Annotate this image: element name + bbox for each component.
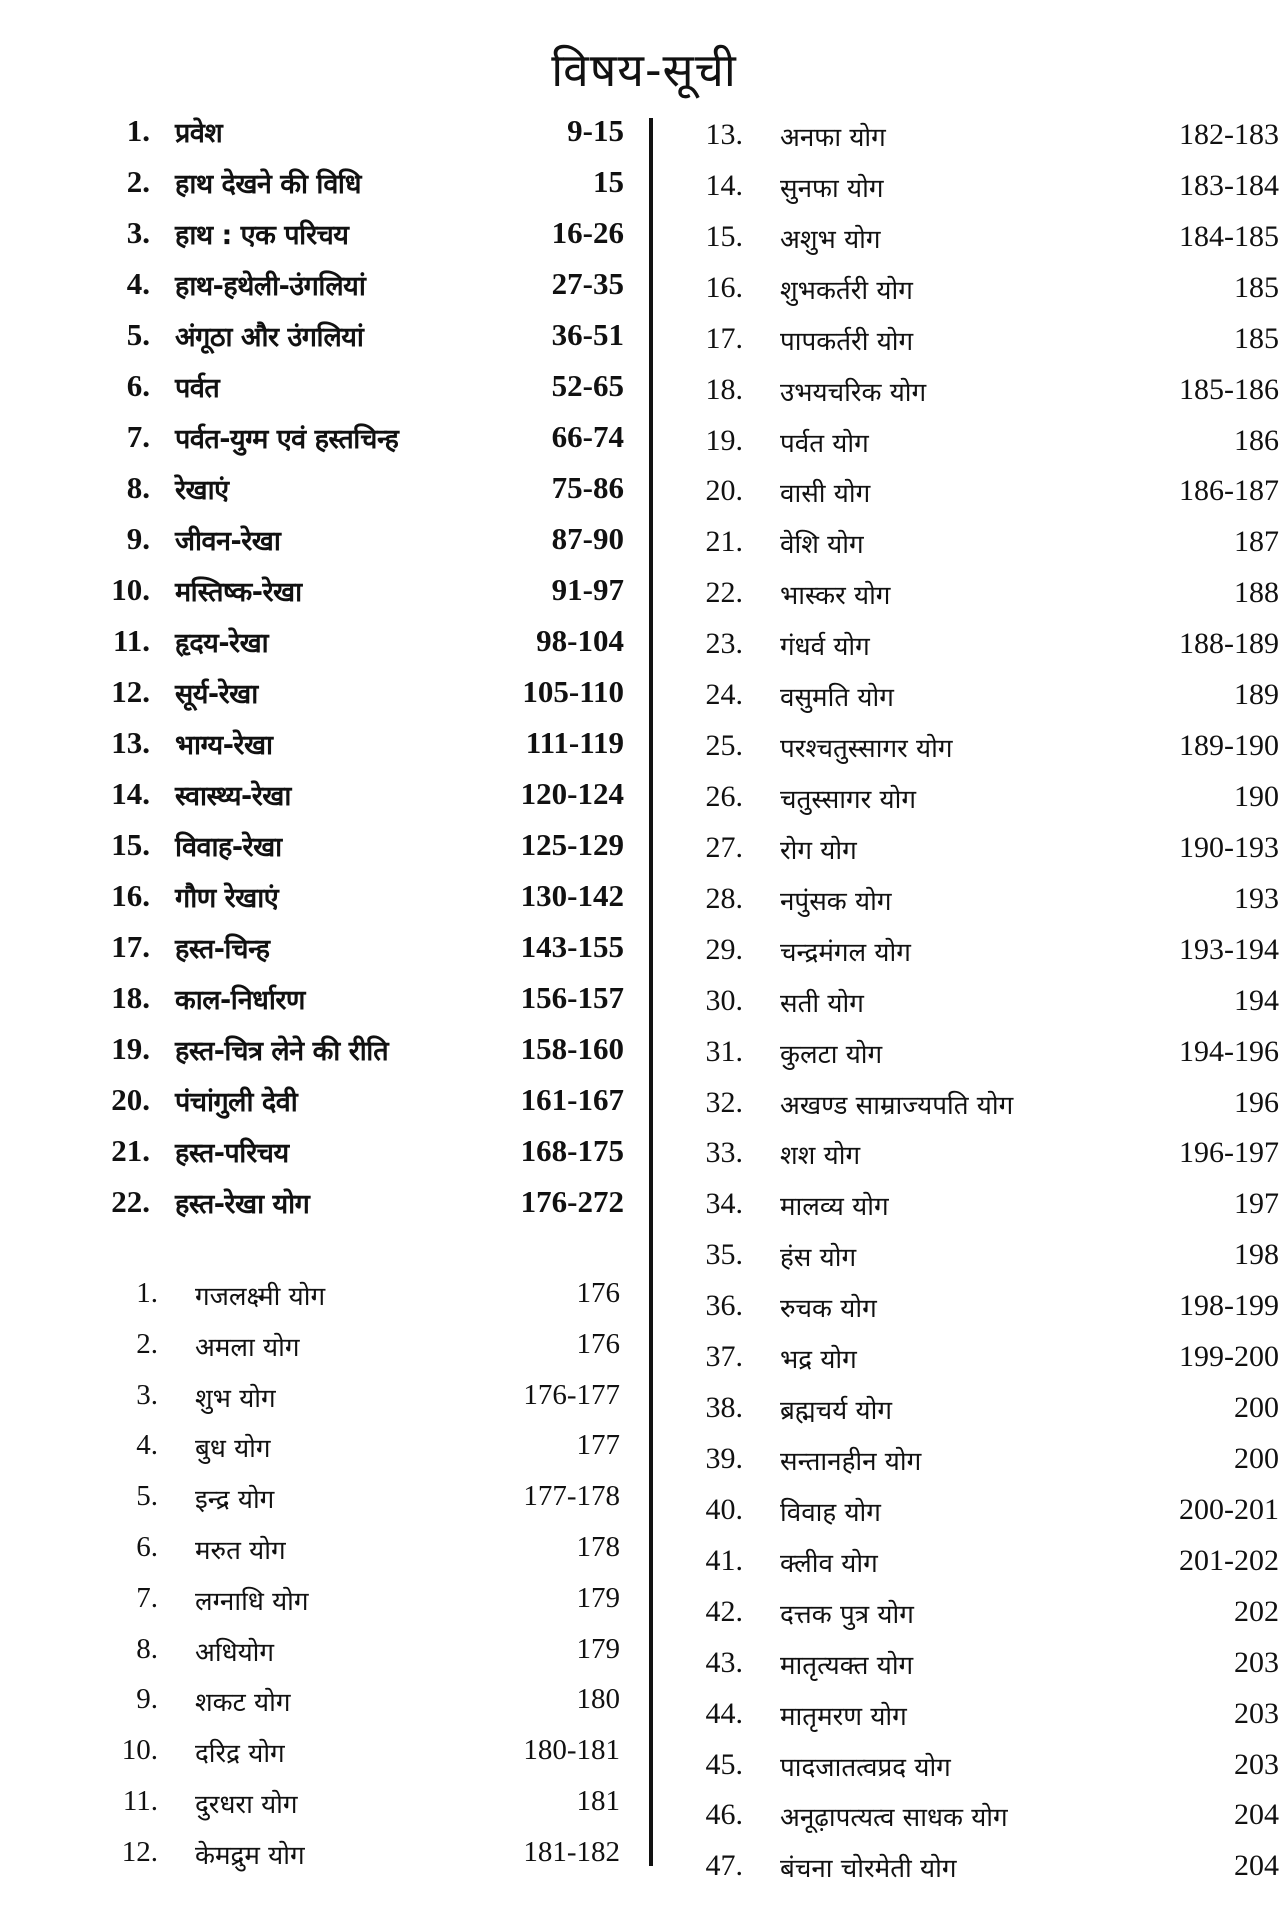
entry-number: 4.	[126, 266, 150, 301]
entry-pages: 143-155	[520, 929, 624, 964]
entry-pages: 188	[1234, 576, 1279, 610]
toc-entry	[655, 729, 1288, 780]
entry-number: 10.	[111, 572, 150, 607]
entry-title: मातृमरण योग	[780, 1701, 907, 1732]
toc-entry	[0, 1379, 640, 1430]
toc-entry	[0, 1082, 640, 1133]
toc-entry	[0, 1582, 640, 1633]
entry-title: दुरधरा योग	[195, 1789, 298, 1820]
entry-number: 39.	[705, 1441, 743, 1475]
entry-number: 18.	[111, 980, 150, 1015]
toc-entry	[655, 1086, 1288, 1137]
entry-title: बंचना चोरमेती योग	[780, 1854, 957, 1885]
entry-number: 11.	[122, 1784, 158, 1817]
entry-pages: 176	[576, 1277, 620, 1309]
entry-number: 11.	[112, 623, 150, 658]
toc-entry	[0, 623, 640, 674]
entry-title: भद्र योग	[780, 1345, 857, 1376]
toc-entry	[655, 1035, 1288, 1086]
toc-entry	[0, 1429, 640, 1480]
entry-pages: 199-200	[1179, 1340, 1279, 1374]
entry-title: सती योग	[780, 988, 864, 1019]
toc-entry	[0, 1031, 640, 1082]
entry-pages: 190-193	[1179, 830, 1279, 864]
entry-number: 8.	[136, 1632, 158, 1665]
entry-number: 20.	[111, 1082, 150, 1117]
toc-entry	[0, 266, 640, 317]
entry-number: 29.	[705, 932, 743, 966]
toc-entry	[0, 878, 640, 929]
toc-entry	[655, 1442, 1288, 1493]
entry-title: मालव्य योग	[780, 1192, 889, 1223]
toc-entry	[0, 827, 640, 878]
entry-title: चतुस्सागर योग	[780, 784, 917, 815]
entry-title: गौण रेखाएं	[175, 883, 279, 914]
entry-number: 40.	[705, 1492, 743, 1526]
entry-pages: 194-196	[1179, 1034, 1279, 1068]
toc-entry	[0, 1328, 640, 1379]
entry-title: भाग्य-रेखा	[175, 730, 273, 761]
entry-number: 4.	[136, 1429, 158, 1462]
entry-pages: 187	[1234, 525, 1279, 559]
entry-title: हाथ-हथेली-उंगलियां	[175, 271, 366, 302]
entry-title: पापकर्तरी योग	[780, 326, 914, 357]
entry-number: 6.	[126, 368, 150, 403]
entry-title: ब्रह्मचर्य योग	[780, 1396, 892, 1427]
entry-pages: 181	[576, 1784, 620, 1817]
entry-title: पर्वत योग	[780, 428, 869, 459]
toc-entry	[655, 831, 1288, 882]
entry-number: 21.	[111, 1133, 150, 1168]
entry-title: रुचक योग	[780, 1294, 877, 1325]
toc-entry	[655, 322, 1288, 373]
entry-number: 22.	[705, 576, 743, 610]
entry-pages: 198-199	[1179, 1289, 1279, 1323]
entry-pages: 158-160	[520, 1031, 624, 1066]
entry-number: 14.	[705, 168, 743, 202]
entry-pages: 16-26	[551, 215, 624, 250]
entry-number: 10.	[121, 1734, 158, 1767]
entry-number: 46.	[705, 1798, 743, 1832]
entry-title: हस्त-परिचय	[175, 1138, 289, 1169]
entry-title: रेखाएं	[175, 475, 229, 506]
entry-number: 1.	[126, 113, 150, 148]
toc-entry	[0, 164, 640, 215]
entry-number: 17.	[705, 321, 743, 355]
entry-title: भास्कर योग	[780, 581, 891, 612]
toc-entry	[655, 1136, 1288, 1187]
entry-number: 30.	[705, 983, 743, 1017]
toc-entry	[0, 215, 640, 266]
toc-entry	[0, 419, 640, 470]
toc-entry	[655, 1697, 1288, 1748]
entry-number: 47.	[705, 1849, 743, 1883]
toc-entry	[655, 1798, 1288, 1849]
entry-number: 15.	[705, 219, 743, 253]
toc-entry	[0, 317, 640, 368]
entry-title: चन्द्रमंगल योग	[780, 937, 911, 968]
entry-number: 2.	[126, 164, 150, 199]
entry-number: 17.	[111, 929, 150, 964]
entry-pages: 193	[1234, 881, 1279, 915]
toc-entry	[655, 424, 1288, 475]
entry-title: उभयचरिक योग	[780, 377, 927, 408]
entry-number: 19.	[111, 1031, 150, 1066]
entry-pages: 91-97	[551, 572, 624, 607]
entry-pages: 185	[1234, 270, 1279, 304]
entry-pages: 177-178	[523, 1480, 620, 1513]
toc-entry	[0, 674, 640, 725]
toc-entry	[0, 1785, 640, 1836]
entry-title: पर्वत	[175, 373, 220, 404]
toc-entry	[655, 1544, 1288, 1595]
entry-pages: 176	[576, 1327, 620, 1360]
entry-pages: 15	[593, 164, 624, 199]
toc-entry	[655, 373, 1288, 424]
entry-pages: 180	[576, 1683, 620, 1716]
entry-number: 13.	[705, 118, 743, 151]
entry-pages: 203	[1234, 1645, 1279, 1679]
entry-pages: 66-74	[551, 419, 624, 454]
entry-title: पंचांगुली देवी	[175, 1087, 298, 1118]
entry-title: काल-निर्धारण	[175, 985, 305, 1016]
toc-entry	[655, 1238, 1288, 1289]
entry-pages: 168-175	[520, 1133, 624, 1168]
entry-pages: 27-35	[551, 266, 624, 301]
toc-entry	[0, 1734, 640, 1785]
entry-title: अनफा योग	[780, 123, 886, 153]
toc-entry	[0, 776, 640, 827]
toc-entry	[655, 271, 1288, 322]
entry-pages: 201-202	[1179, 1543, 1279, 1577]
entry-title: हस्त-चित्र लेने की रीति	[175, 1036, 389, 1067]
entry-title: गंधर्व योग	[780, 632, 870, 663]
toc-entry	[0, 1133, 640, 1184]
page-title: विषय-सूची	[551, 43, 737, 97]
entry-title: दरिद्र योग	[195, 1739, 285, 1770]
entry-title: हाथ : एक परिचय	[175, 220, 349, 251]
entry-pages: 120-124	[520, 776, 624, 811]
entry-number: 5.	[126, 317, 150, 352]
toc-entry	[0, 1531, 640, 1582]
toc-entry	[655, 1748, 1288, 1799]
entry-title: हस्त-चिन्ह	[175, 934, 270, 965]
entry-pages: 176-272	[520, 1184, 624, 1219]
toc-entry	[655, 1340, 1288, 1391]
entry-number: 22.	[111, 1184, 150, 1219]
entry-pages: 186	[1234, 423, 1279, 457]
entry-title: अखण्ड साम्राज्यपति योग	[780, 1090, 1014, 1121]
entry-pages: 182-183	[1179, 118, 1279, 151]
toc-entry	[655, 984, 1288, 1035]
toc-entry	[0, 572, 640, 623]
entry-number: 27.	[705, 830, 743, 864]
entry-number: 3.	[136, 1378, 158, 1411]
toc-entry	[0, 368, 640, 419]
toc-entry	[655, 780, 1288, 831]
entry-title: पर्वत-युग्म एवं हस्तचिन्ह	[175, 424, 399, 455]
toc-entry	[655, 525, 1288, 576]
entry-number: 36.	[705, 1289, 743, 1323]
entry-number: 25.	[705, 729, 743, 763]
entry-title: हृदय-रेखा	[175, 628, 269, 659]
toc-entry	[0, 1633, 640, 1684]
entry-title: शश योग	[780, 1141, 861, 1172]
entry-pages: 98-104	[536, 623, 624, 658]
toc-entry	[655, 118, 1288, 169]
toc-entry	[0, 1683, 640, 1734]
entry-pages: 193-194	[1179, 932, 1279, 966]
entry-title: मस्तिष्क-रेखा	[175, 577, 302, 608]
entry-pages: 181-182	[523, 1835, 620, 1868]
entry-title: दत्तक पुत्र योग	[780, 1599, 914, 1630]
entry-title: केमद्रुम योग	[195, 1840, 305, 1871]
entry-title: पादजातत्वप्रद योग	[780, 1752, 951, 1783]
toc-entry	[655, 1391, 1288, 1442]
entry-pages: 188-189	[1179, 627, 1279, 661]
entry-pages: 184-185	[1179, 219, 1279, 253]
entry-title: कुलटा योग	[780, 1039, 883, 1070]
entry-title: अशुभ योग	[780, 224, 881, 255]
entry-title: शकट योग	[195, 1688, 291, 1719]
entry-number: 16.	[111, 878, 150, 913]
entry-pages: 161-167	[520, 1082, 624, 1117]
toc-entry	[0, 1836, 640, 1887]
toc-entry	[655, 1595, 1288, 1646]
entry-pages: 189-190	[1179, 729, 1279, 763]
entry-number: 14.	[111, 776, 150, 811]
entry-number: 34.	[705, 1187, 743, 1221]
entry-title: शुभकर्तरी योग	[780, 275, 913, 306]
toc-entry	[655, 1849, 1288, 1900]
entry-pages: 203	[1234, 1696, 1279, 1730]
entry-pages: 52-65	[551, 368, 624, 403]
entry-pages: 75-86	[551, 470, 624, 505]
toc-entry	[0, 725, 640, 776]
entry-pages: 179	[576, 1581, 620, 1614]
toc-entry	[655, 1187, 1288, 1238]
entry-number: 20.	[705, 474, 743, 508]
entry-title: वासी योग	[780, 479, 871, 510]
entry-title: मरुत योग	[195, 1535, 286, 1566]
toc-entry	[0, 1277, 640, 1328]
entry-number: 7.	[136, 1581, 158, 1614]
entry-title: परश्चतुस्सागर योग	[780, 734, 953, 765]
entry-title: अंगूठा और उंगलियां	[175, 322, 364, 353]
entry-title: शुभ योग	[195, 1383, 276, 1414]
toc-entry	[0, 1184, 640, 1235]
entry-pages: 190	[1234, 779, 1279, 813]
entry-title: अमला योग	[195, 1332, 300, 1363]
toc-entry	[0, 521, 640, 572]
entry-title: सन्तानहीन योग	[780, 1446, 922, 1477]
entry-number: 24.	[705, 678, 743, 712]
entry-pages: 189	[1234, 678, 1279, 712]
column-divider	[649, 118, 653, 1866]
entry-title: वेशि योग	[780, 530, 864, 561]
entry-title: मातृत्यक्त योग	[780, 1650, 914, 1681]
entry-number: 38.	[705, 1391, 743, 1425]
entry-pages: 200	[1234, 1441, 1279, 1475]
entry-pages: 198	[1234, 1238, 1279, 1272]
entry-number: 43.	[705, 1645, 743, 1679]
entry-pages: 204	[1234, 1798, 1279, 1832]
toc-entry	[0, 980, 640, 1031]
entry-number: 1.	[136, 1277, 158, 1309]
entry-pages: 180-181	[523, 1734, 620, 1767]
entry-title: विवाह योग	[780, 1497, 881, 1528]
entry-title: विवाह-रेखा	[175, 832, 282, 863]
toc-entry	[655, 1289, 1288, 1340]
entry-number: 31.	[705, 1034, 743, 1068]
toc-entry	[655, 576, 1288, 627]
entry-number: 41.	[705, 1543, 743, 1577]
entry-number: 18.	[705, 372, 743, 406]
toc-entry	[0, 929, 640, 980]
entry-number: 37.	[705, 1340, 743, 1374]
entry-number: 12.	[111, 674, 150, 709]
entry-pages: 200-201	[1179, 1492, 1279, 1526]
entry-pages: 185-186	[1179, 372, 1279, 406]
toc-entry	[655, 474, 1288, 525]
entry-title: अधियोग	[195, 1637, 275, 1668]
toc-entry	[655, 1493, 1288, 1544]
entry-title: क्लीव योग	[780, 1548, 878, 1579]
entry-pages: 202	[1234, 1594, 1279, 1628]
entry-pages: 196	[1234, 1085, 1279, 1119]
entry-title: जीवन-रेखा	[175, 526, 281, 557]
entry-pages: 204	[1234, 1849, 1279, 1883]
entry-pages: 186-187	[1179, 474, 1279, 508]
entry-pages: 130-142	[520, 878, 624, 913]
toc-entry	[0, 113, 640, 164]
entry-title: नपुंसक योग	[780, 886, 892, 917]
entry-title: प्रवेश	[175, 118, 223, 149]
entry-number: 26.	[705, 779, 743, 813]
entry-number: 7.	[126, 419, 150, 454]
entry-pages: 9-15	[567, 113, 624, 148]
entry-pages: 203	[1234, 1747, 1279, 1781]
entry-pages: 125-129	[520, 827, 624, 862]
entry-number: 21.	[705, 525, 743, 559]
toc-entry	[0, 1480, 640, 1531]
entry-number: 32.	[705, 1085, 743, 1119]
entry-pages: 194	[1234, 983, 1279, 1017]
entry-number: 33.	[705, 1136, 743, 1170]
entry-pages: 87-90	[551, 521, 624, 556]
entry-title: रोग योग	[780, 835, 857, 866]
entry-title: हस्त-रेखा योग	[175, 1189, 310, 1220]
entry-pages: 185	[1234, 321, 1279, 355]
entry-title: वसुमति योग	[780, 683, 894, 714]
entry-pages: 197	[1234, 1187, 1279, 1221]
entry-number: 35.	[705, 1238, 743, 1272]
entry-title: सुनफा योग	[780, 173, 884, 204]
entry-number: 3.	[126, 215, 150, 250]
toc-entry	[655, 169, 1288, 220]
entry-number: 12.	[121, 1835, 158, 1868]
toc-entry	[655, 882, 1288, 933]
entry-title: बुध योग	[195, 1434, 271, 1465]
entry-number: 42.	[705, 1594, 743, 1628]
entry-number: 5.	[136, 1480, 158, 1513]
entry-number: 15.	[111, 827, 150, 862]
entry-pages: 36-51	[551, 317, 624, 352]
entry-number: 9.	[136, 1683, 158, 1716]
entry-number: 23.	[705, 627, 743, 661]
entry-pages: 111-119	[525, 725, 624, 760]
entry-title: इन्द्र योग	[195, 1485, 275, 1516]
entry-pages: 177	[576, 1429, 620, 1462]
entry-pages: 176-177	[523, 1378, 620, 1411]
entry-title: अनूढ़ापत्यत्व साधक योग	[780, 1803, 1008, 1834]
entry-pages: 200	[1234, 1391, 1279, 1425]
toc-entry	[655, 933, 1288, 984]
entry-number: 2.	[136, 1327, 158, 1360]
entry-number: 6.	[136, 1530, 158, 1563]
entry-title: गजलक्ष्मी योग	[195, 1282, 326, 1312]
entry-pages: 183-184	[1179, 168, 1279, 202]
entry-pages: 178	[576, 1530, 620, 1563]
toc-entry	[655, 627, 1288, 678]
entry-number: 19.	[705, 423, 743, 457]
toc-entry	[0, 470, 640, 521]
entry-number: 44.	[705, 1696, 743, 1730]
entry-number: 13.	[111, 725, 150, 760]
toc-entry	[655, 220, 1288, 271]
entry-number: 28.	[705, 881, 743, 915]
entry-number: 16.	[705, 270, 743, 304]
entry-title: स्वास्थ्य-रेखा	[175, 781, 291, 812]
entry-number: 9.	[126, 521, 150, 556]
entry-number: 8.	[126, 470, 150, 505]
entry-title: हाथ देखने की विधि	[175, 169, 362, 200]
entry-pages: 105-110	[522, 674, 624, 709]
entry-pages: 156-157	[520, 980, 624, 1015]
entry-title: सूर्य-रेखा	[175, 679, 258, 710]
entry-title: हंस योग	[780, 1243, 857, 1274]
entry-number: 45.	[705, 1747, 743, 1781]
entry-title: लग्नाधि योग	[195, 1586, 309, 1617]
entry-pages: 196-197	[1179, 1136, 1279, 1170]
entry-pages: 179	[576, 1632, 620, 1665]
toc-entry	[655, 1646, 1288, 1697]
toc-entry	[655, 678, 1288, 729]
